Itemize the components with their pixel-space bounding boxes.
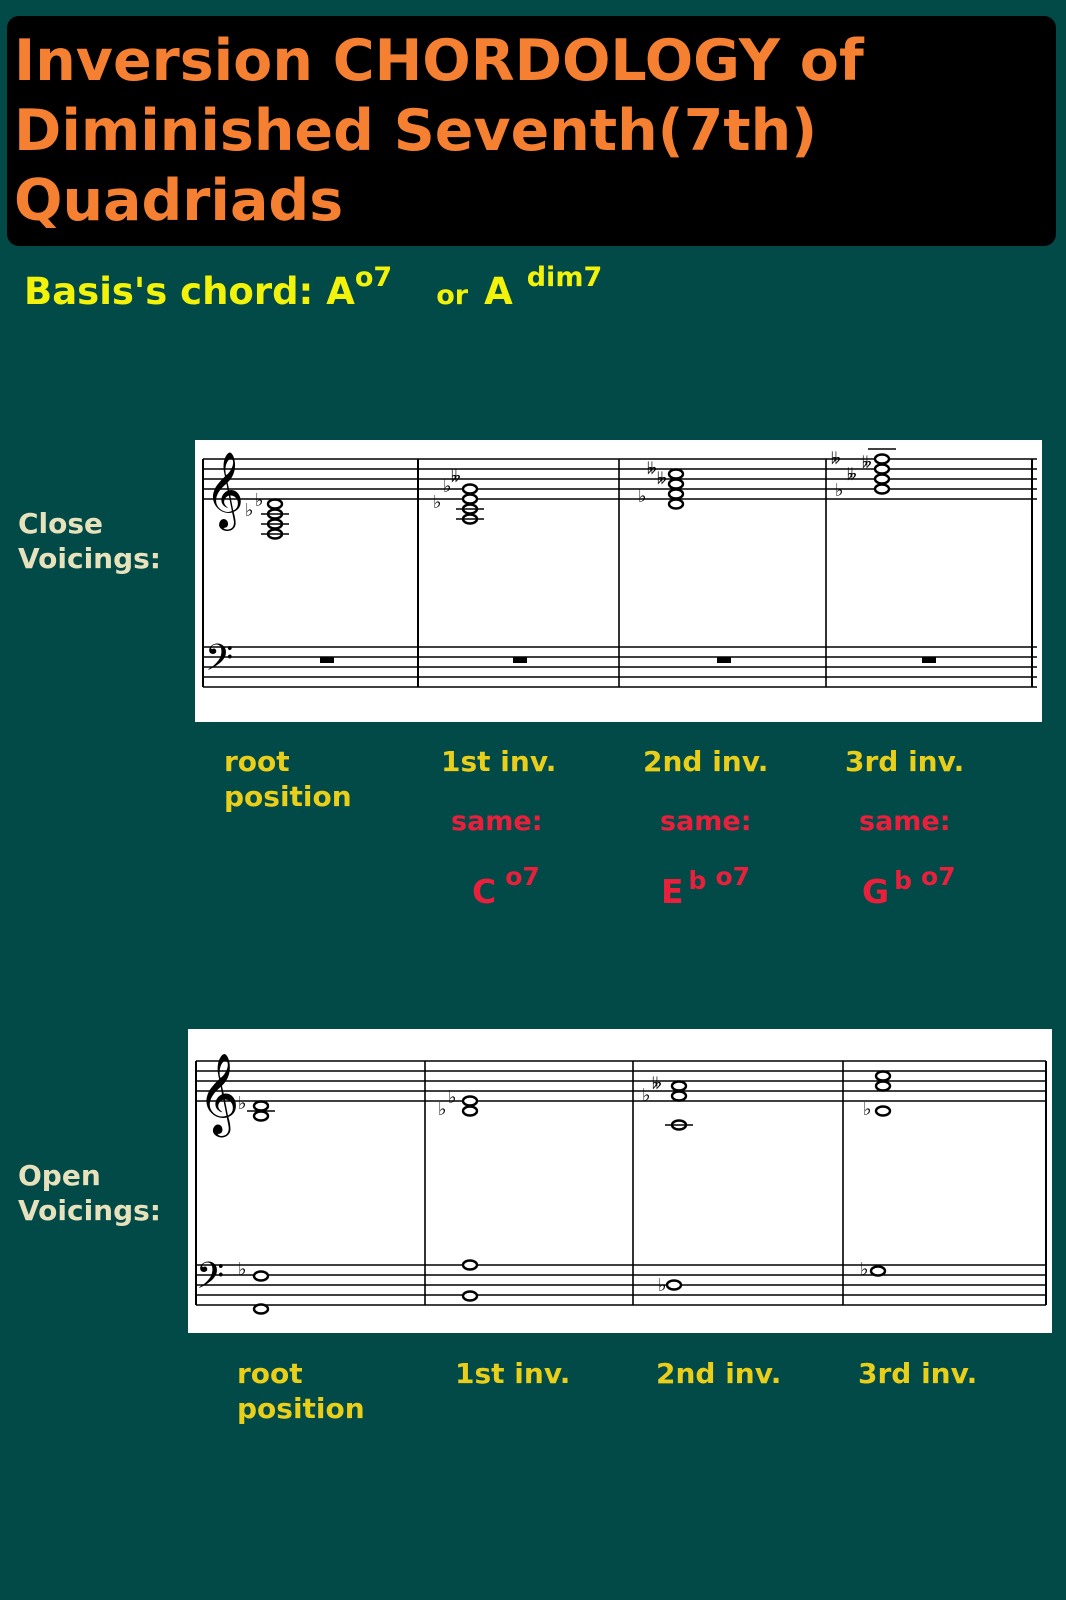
flat-icon: ♭ (863, 1099, 872, 1120)
basis-symbol-o7: o7 (354, 262, 393, 293)
flat-icon: ♭ (638, 486, 647, 507)
chord-accidental: b (688, 866, 707, 895)
chord-quality: o7 (715, 862, 751, 891)
close-chord-root (261, 500, 289, 539)
basis-or: or (436, 280, 469, 311)
flat-icon: ♭ (238, 1093, 247, 1114)
double-flat-icon: 𝄫 (847, 465, 857, 484)
whole-rests (320, 657, 936, 663)
flat-icon: ♭ (443, 476, 452, 497)
close-chord-1st-inv (456, 485, 484, 524)
basis-label: Basis's chord: A (24, 270, 355, 313)
treble-clef-icon: 𝄞 (205, 451, 245, 528)
close-label-2nd: 2nd inv. (643, 745, 769, 778)
double-flat-icon: 𝄫 (652, 1074, 662, 1093)
flat-icon: ♭ (255, 490, 264, 511)
flat-icon: ♭ (245, 500, 254, 521)
basis-root: A (484, 270, 513, 313)
bass-clef-icon: 𝄢 (205, 637, 234, 688)
same-label-2nd: same: (660, 806, 752, 837)
chord-quality: o7 (505, 862, 540, 891)
close-label-root: root position (224, 745, 352, 813)
page-title: Inversion CHORDOLOGY of Diminished Seventh(7th) Quadriads (14, 28, 864, 234)
open-label-3rd: 3rd inv. (858, 1357, 978, 1390)
flat-icon: ♭ (448, 1087, 457, 1108)
close-voicings-staff (195, 440, 1042, 722)
flat-icon: ♭ (658, 1275, 667, 1296)
chord-root: G (862, 872, 890, 911)
chord-quality: o7 (921, 862, 956, 891)
close-voicings-label: Close Voicings: (18, 507, 162, 575)
chord-root: C (472, 872, 497, 911)
open-chord-root (247, 1102, 275, 1314)
treble-clef-icon: 𝄞 (198, 1052, 240, 1134)
flat-icon: ♭ (860, 1259, 869, 1280)
bass-clef-icon: 𝄢 (196, 1255, 225, 1306)
double-flat-icon: 𝄫 (647, 459, 657, 478)
open-chord-3rd-inv (871, 1072, 890, 1276)
open-voicings-notation (188, 1029, 1052, 1333)
equivalent-chord-3rd (862, 862, 956, 911)
basis-symbol-dim7: dim7 (526, 262, 603, 293)
close-label-3rd: 3rd inv. (845, 745, 965, 778)
basis-chord (24, 262, 603, 313)
equivalent-chord-1st (472, 862, 540, 911)
open-label-1st: 1st inv. (455, 1357, 571, 1390)
open-voicings-label: Open Voicings: (18, 1159, 162, 1227)
flat-icon: ♭ (438, 1099, 447, 1120)
open-voicings-staff (188, 1029, 1052, 1333)
same-label-1st: same: (451, 806, 543, 837)
flat-icon: ♭ (642, 1085, 651, 1106)
flat-icon: ♭ (433, 492, 442, 513)
close-chord-3rd-inv (868, 449, 896, 494)
open-label-2nd: 2nd inv. (656, 1357, 782, 1390)
close-voicings-notation (195, 440, 1042, 722)
open-label-root: root position (237, 1357, 365, 1425)
close-label-1st: 1st inv. (441, 745, 557, 778)
open-chord-2nd-inv (665, 1082, 693, 1290)
same-label-3rd: same: (859, 806, 951, 837)
open-chord-1st-inv (463, 1097, 477, 1301)
double-flat-icon: 𝄫 (451, 467, 461, 486)
flat-icon: ♭ (835, 480, 844, 501)
chord-root: E (661, 872, 684, 911)
double-flat-icon: 𝄫 (657, 469, 667, 488)
equivalent-chord-2nd (661, 862, 751, 911)
double-flat-icon: 𝄫 (831, 449, 841, 468)
flat-icon: ♭ (238, 1259, 247, 1280)
chord-accidental: b (894, 866, 912, 895)
double-flat-icon: 𝄫 (862, 453, 872, 472)
